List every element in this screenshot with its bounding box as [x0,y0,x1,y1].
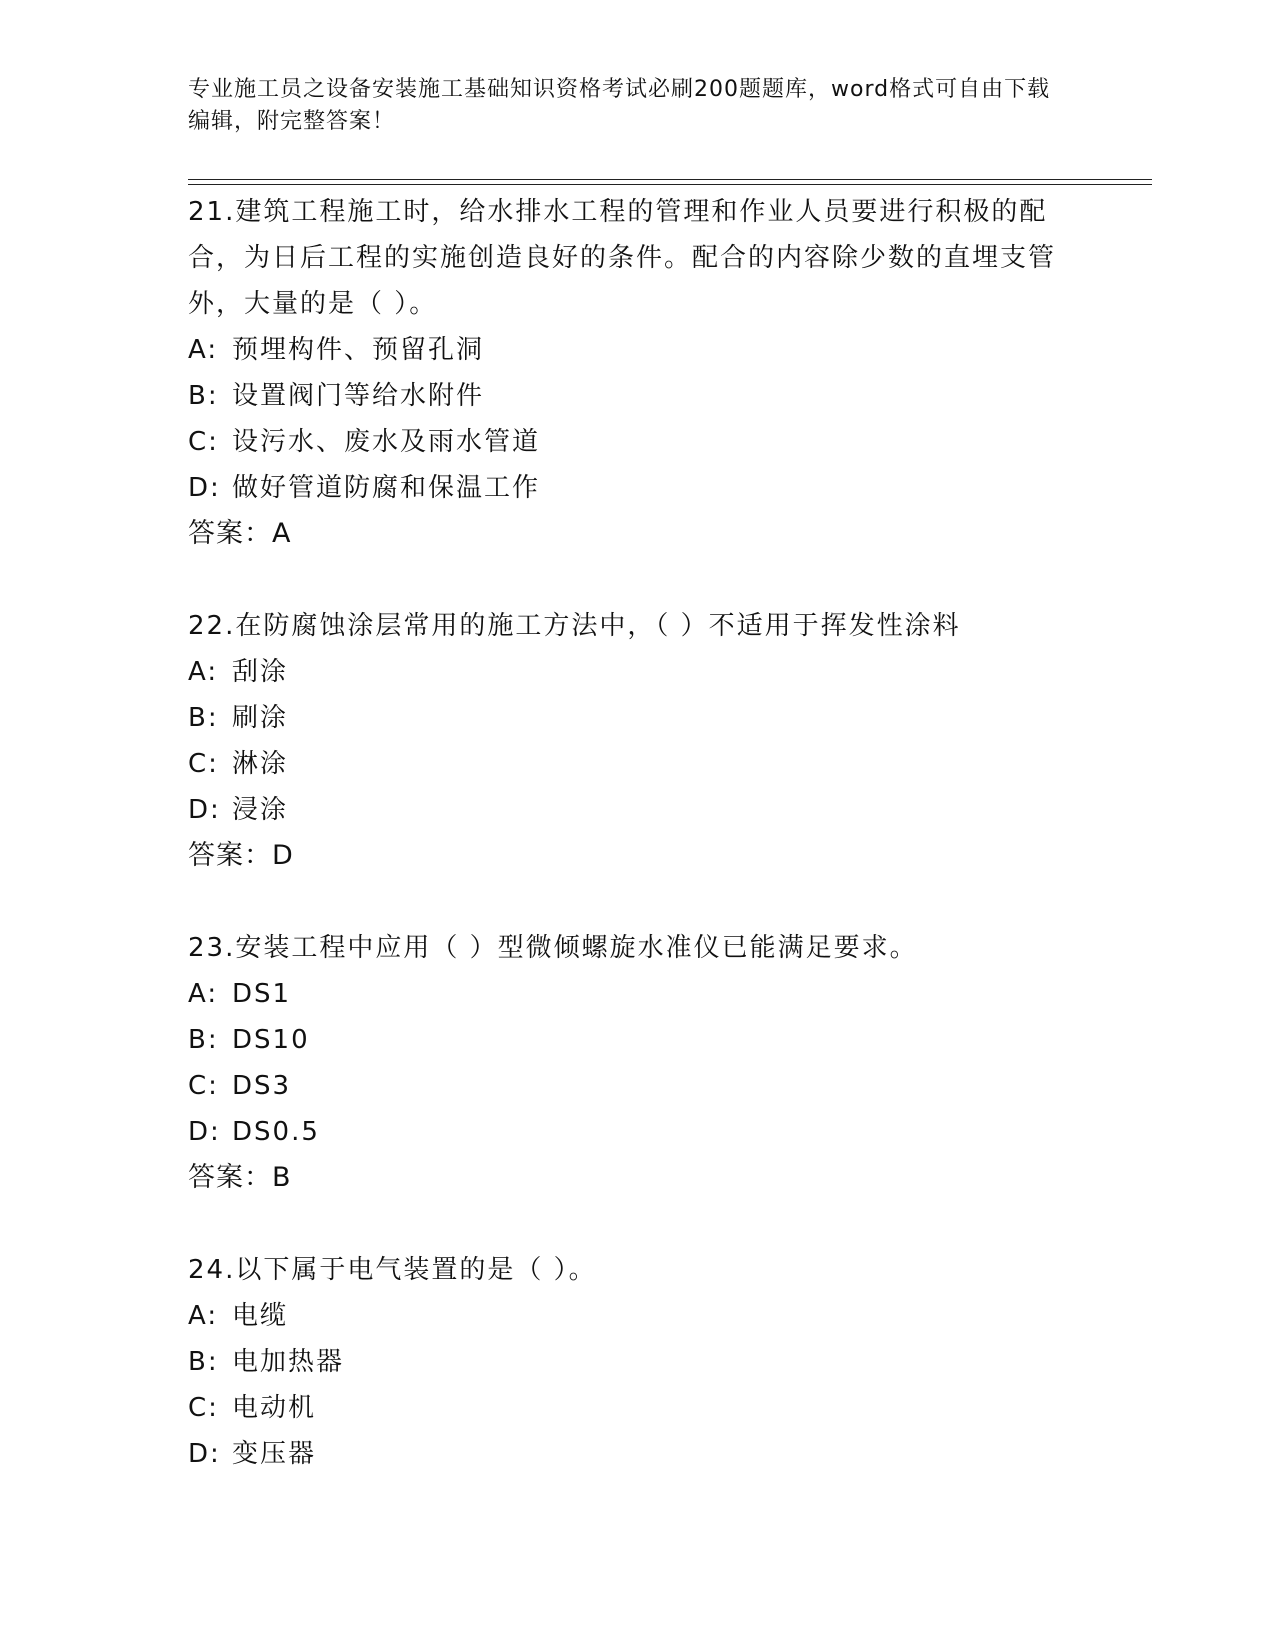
option-text: 淋涂 [232,749,289,779]
question-stem: 21.建筑工程施工时，给水排水工程的管理和作业人员要进行积极的配合，为日后工程的实施创造良好的条件。配合的内容除少数的直埋支管外，大量的是（ ）。 [188,197,1057,319]
option-b [188,1017,1088,1063]
option-b [188,695,1088,741]
option-letter: D: [188,1117,221,1147]
option-c [188,741,1088,787]
option-letter: D: [188,1439,221,1469]
option-text: 预埋构件、预留孔洞 [232,335,485,365]
question-24 [188,1247,1088,1477]
question-spacer [188,557,1088,603]
option-text: 做好管道防腐和保温工作 [232,473,541,503]
option-text: 浸涂 [232,795,289,825]
question-stem: 22.在防腐蚀涂层常用的施工方法中，（ ）不适用于挥发性涂料 [188,611,961,641]
question-spacer [188,1201,1088,1247]
option-letter: D: [188,473,221,503]
question-21 [188,189,1088,557]
option-letter: D: [188,795,221,825]
option-text: DS3 [232,1071,292,1101]
option-a [188,327,1088,373]
document-header: 专业施工员之设备安装施工基础知识资格考试必刷200题题库，word格式可自由下载编辑，附完整答案！ [188,77,1051,134]
option-text: 设污水、废水及雨水管道 [232,427,541,457]
option-text: 电加热器 [232,1347,345,1377]
option-a [188,1293,1088,1339]
option-c [188,1063,1088,1109]
answer-line: 答案：D [188,840,294,871]
option-letter: C: [188,749,219,779]
answer-line: 答案：A [188,518,292,549]
header-rule-top [188,179,1152,180]
option-a [188,971,1088,1017]
option-a [188,649,1088,695]
option-text: DS1 [232,979,292,1009]
question-stem: 24.以下属于电气装置的是（ ）。 [188,1255,597,1285]
option-letter: B: [188,381,219,411]
option-letter: A: [188,657,219,687]
option-letter: C: [188,1071,219,1101]
option-letter: B: [188,1025,219,1055]
question-list [188,189,1088,1477]
option-text: 刷涂 [232,703,289,733]
option-letter: B: [188,1347,219,1377]
option-d [188,1431,1088,1477]
option-text: DS0.5 [232,1117,320,1147]
header-rule-bottom [188,184,1152,185]
question-stem: 23.安装工程中应用（ ）型微倾螺旋水准仪已能满足要求。 [188,933,918,963]
option-text: 设置阀门等给水附件 [232,381,485,411]
question-23 [188,925,1088,1201]
option-letter: A: [188,1301,219,1331]
option-c [188,1385,1088,1431]
option-letter: C: [188,427,219,457]
option-letter: A: [188,335,219,365]
option-text: 变压器 [232,1439,317,1469]
option-letter: A: [188,979,219,1009]
option-text: DS10 [232,1025,310,1055]
answer-line: 答案：B [188,1162,292,1193]
option-text: 电动机 [232,1393,317,1423]
question-22 [188,603,1088,879]
question-spacer [188,879,1088,925]
option-b [188,373,1088,419]
option-d [188,465,1088,511]
option-d [188,1109,1088,1155]
option-text: 电缆 [232,1301,289,1331]
option-text: 刮涂 [232,657,289,687]
option-letter: B: [188,703,219,733]
option-b [188,1339,1088,1385]
option-letter: C: [188,1393,219,1423]
option-c [188,419,1088,465]
option-d [188,787,1088,833]
